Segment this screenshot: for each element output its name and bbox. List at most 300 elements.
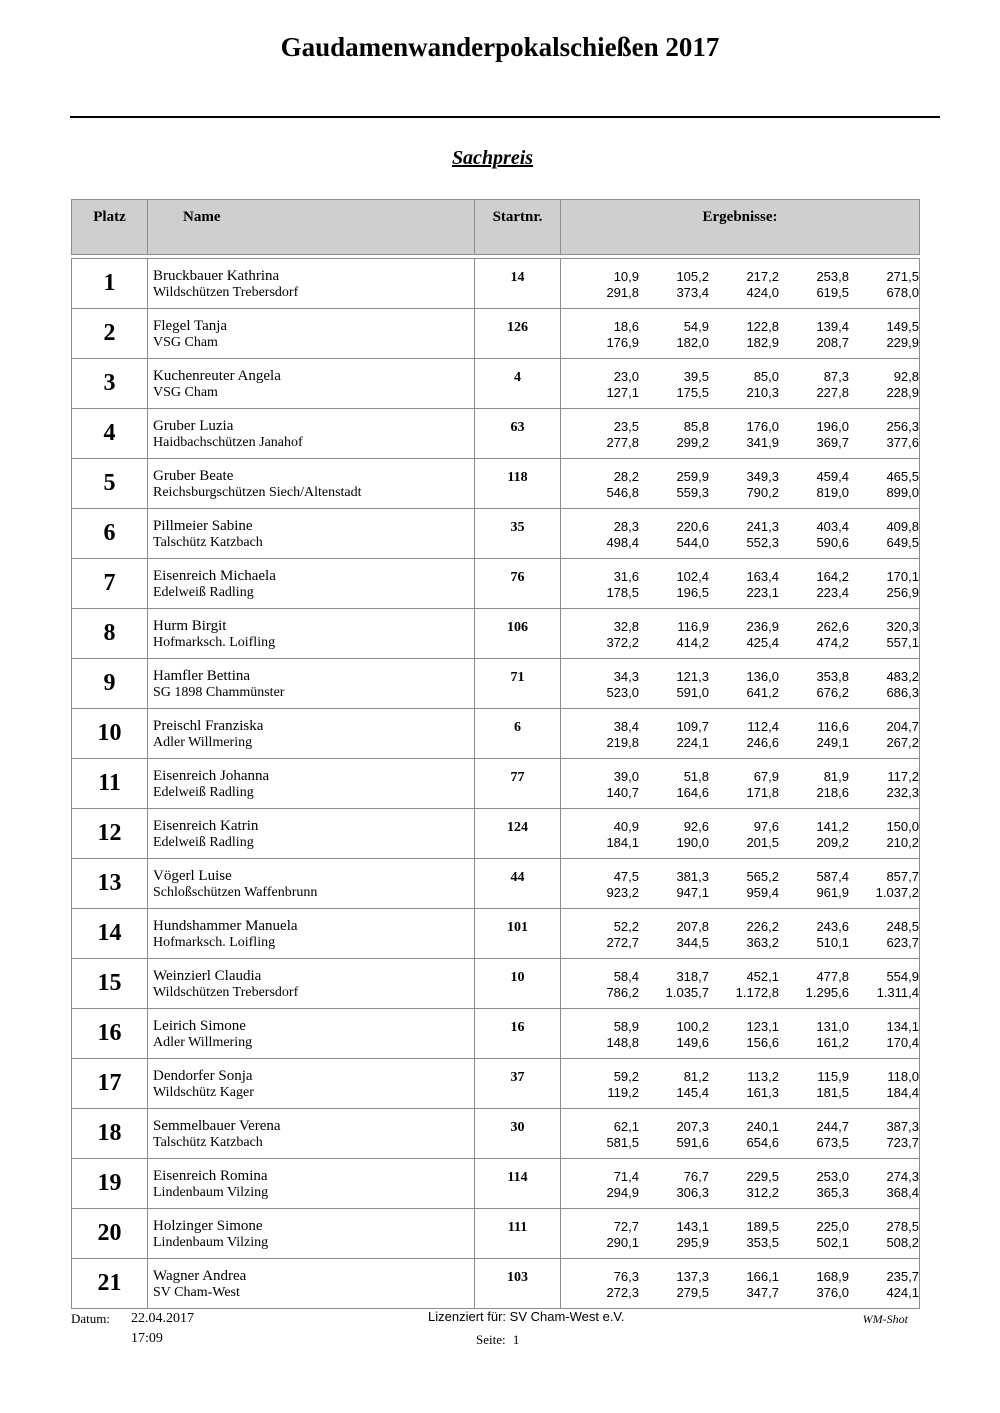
document-title: Gaudamenwanderpokalschießen 2017	[280, 32, 720, 62]
result-value: 619,5	[816, 285, 849, 300]
result-value: 176,0	[746, 419, 779, 434]
result-value: 959,4	[746, 885, 779, 900]
start-number: 106	[507, 620, 528, 635]
results-cell	[561, 609, 920, 659]
result-value: 223,4	[816, 585, 849, 600]
name-cell	[148, 809, 475, 859]
result-value: 81,9	[823, 769, 849, 784]
footer-page-number: 1	[512, 1332, 520, 1347]
table-row	[72, 609, 920, 659]
result-value: 262,6	[816, 619, 849, 634]
result-value: 279,5	[676, 1285, 709, 1300]
result-value: 218,6	[816, 785, 849, 800]
results-line	[561, 1169, 919, 1185]
name-cell	[148, 309, 475, 359]
table-row	[72, 659, 920, 709]
result-value: 175,5	[676, 385, 709, 400]
results-line	[561, 435, 919, 451]
results-line	[561, 1185, 919, 1201]
result-value: 243,6	[816, 919, 849, 934]
name-cell	[148, 1209, 475, 1259]
name-cell	[148, 659, 475, 709]
club-name: Wildschütz Kager	[153, 1085, 254, 1100]
shooter-name: Hamfler Bettina	[153, 668, 251, 684]
result-value: 217,2	[746, 269, 779, 284]
result-value: 899,0	[886, 485, 919, 500]
shooter-name: Eisenreich Romina	[153, 1168, 268, 1184]
results-line	[561, 619, 919, 635]
result-value: 28,3	[613, 519, 639, 534]
table-row	[72, 409, 920, 459]
platz-cell: 2	[72, 309, 148, 359]
result-value: 204,7	[886, 719, 919, 734]
results-line	[561, 1035, 919, 1051]
club-name: Lindenbaum Vilzing	[153, 1185, 269, 1200]
results-line	[561, 685, 919, 701]
result-value: 163,4	[746, 569, 779, 584]
result-value: 164,6	[676, 785, 709, 800]
result-value: 403,4	[816, 519, 849, 534]
start-number: 35	[510, 520, 525, 535]
club-name: Hofmarksch. Loifling	[153, 635, 276, 650]
table-row	[72, 459, 920, 509]
result-value: 373,4	[676, 285, 709, 300]
startnr-cell	[475, 959, 561, 1009]
result-value: 105,2	[676, 269, 709, 284]
result-value: 1.311,4	[876, 985, 919, 1000]
result-value: 92,8	[893, 369, 919, 384]
result-value: 140,7	[606, 785, 639, 800]
result-value: 377,6	[886, 435, 919, 450]
result-value: 85,8	[683, 419, 709, 434]
club-name: Talschütz Katzbach	[153, 535, 263, 550]
result-value: 544,0	[676, 535, 709, 550]
result-value: 72,7	[613, 1219, 639, 1234]
result-value: 318,7	[676, 969, 709, 984]
result-value: 259,9	[676, 469, 709, 484]
shooter-name: Dendorfer Sonja	[153, 1068, 253, 1084]
results-cell	[561, 1009, 920, 1059]
result-value: 510,1	[816, 935, 849, 950]
result-value: 39,0	[613, 769, 639, 784]
results-line	[561, 535, 919, 551]
result-value: 381,3	[676, 869, 709, 884]
results-cell	[561, 709, 920, 759]
shooter-name: Hurm Birgit	[153, 618, 227, 634]
shooter-name: Kuchenreuter Angela	[153, 368, 281, 384]
platz-cell: 4	[72, 409, 148, 459]
result-value: 474,2	[816, 635, 849, 650]
result-value: 498,4	[606, 535, 639, 550]
result-value: 1.035,7	[665, 985, 709, 1000]
platz-cell: 17	[72, 1059, 148, 1109]
result-value: 347,7	[746, 1285, 779, 1300]
results-line	[561, 669, 919, 685]
result-value: 229,5	[746, 1169, 779, 1184]
result-value: 76,7	[683, 1169, 709, 1184]
result-value: 67,9	[753, 769, 779, 784]
results-line	[561, 869, 919, 885]
result-value: 483,2	[886, 669, 919, 684]
result-value: 477,8	[816, 969, 849, 984]
startnr-cell	[475, 609, 561, 659]
result-value: 272,7	[606, 935, 639, 950]
result-value: 641,2	[746, 685, 779, 700]
start-number: 63	[510, 420, 525, 435]
result-value: 686,3	[886, 685, 919, 700]
results-line	[561, 285, 919, 301]
result-value: 210,3	[746, 385, 779, 400]
result-value: 58,9	[613, 1019, 639, 1034]
result-value: 312,2	[746, 1185, 779, 1200]
start-number: 71	[510, 670, 525, 685]
result-value: 414,2	[676, 635, 709, 650]
result-value: 274,3	[886, 1169, 919, 1184]
result-value: 227,8	[816, 385, 849, 400]
result-value: 678,0	[886, 285, 919, 300]
results-cell	[561, 1259, 920, 1309]
shooter-name: Weinzierl Claudia	[153, 968, 262, 984]
result-value: 220,6	[676, 519, 709, 534]
result-value: 587,4	[816, 869, 849, 884]
result-value: 118,0	[887, 1069, 919, 1084]
result-value: 156,6	[746, 1035, 779, 1050]
shooter-name: Gruber Luzia	[153, 418, 234, 434]
result-value: 178,5	[606, 585, 639, 600]
result-value: 207,3	[676, 1119, 709, 1134]
result-value: 267,2	[886, 735, 919, 750]
results-cell	[561, 409, 920, 459]
result-value: 232,3	[886, 785, 919, 800]
result-value: 40,9	[613, 819, 639, 834]
results-line	[561, 835, 919, 851]
footer-date: 22.04.2017	[131, 1311, 194, 1326]
results-line	[561, 1135, 919, 1151]
result-value: 559,3	[676, 485, 709, 500]
name-cell	[148, 1259, 475, 1309]
result-value: 654,6	[746, 1135, 779, 1150]
club-name: Talschütz Katzbach	[153, 1135, 263, 1150]
club-name: Edelweiß Radling	[153, 785, 254, 800]
startnr-cell	[475, 1159, 561, 1209]
result-value: 100,2	[676, 1019, 709, 1034]
results-line	[561, 1119, 919, 1135]
results-line	[561, 1285, 919, 1301]
table-row	[72, 559, 920, 609]
result-value: 649,5	[886, 535, 919, 550]
result-value: 229,9	[886, 335, 919, 350]
result-value: 923,2	[606, 885, 639, 900]
header-name: Name	[148, 200, 475, 255]
club-name: Hofmarksch. Loifling	[153, 935, 276, 950]
name-cell	[148, 709, 475, 759]
result-value: 320,3	[886, 619, 919, 634]
result-value: 508,2	[886, 1235, 919, 1250]
result-value: 459,4	[816, 469, 849, 484]
result-value: 565,2	[746, 869, 779, 884]
result-value: 76,3	[613, 1269, 639, 1284]
result-value: 857,7	[886, 869, 919, 884]
results-cell	[561, 359, 920, 409]
result-value: 1.295,6	[805, 985, 849, 1000]
result-value: 236,9	[746, 619, 779, 634]
result-value: 141,2	[816, 819, 849, 834]
title-divider	[70, 116, 940, 118]
result-value: 145,4	[676, 1085, 709, 1100]
result-value: 59,2	[613, 1069, 639, 1084]
result-value: 947,1	[676, 885, 709, 900]
table-row	[72, 959, 920, 1009]
result-value: 196,5	[676, 585, 709, 600]
result-value: 102,4	[676, 569, 709, 584]
result-value: 52,2	[613, 919, 639, 934]
club-name: VSG Cham	[153, 385, 218, 400]
result-value: 196,0	[816, 419, 849, 434]
table-row	[72, 1209, 920, 1259]
startnr-cell	[475, 1009, 561, 1059]
results-line	[561, 485, 919, 501]
results-line	[561, 569, 919, 585]
result-value: 149,5	[886, 319, 919, 334]
result-value: 209,2	[816, 835, 849, 850]
table-body	[72, 259, 920, 1309]
result-value: 150,0	[886, 819, 919, 834]
result-value: 170,4	[886, 1035, 919, 1050]
header-startnr: Startnr.	[475, 200, 561, 255]
shooter-name: Preischl Franziska	[153, 718, 264, 734]
result-value: 51,8	[683, 769, 709, 784]
result-value: 365,3	[816, 1185, 849, 1200]
club-name: Wildschützen Trebersdorf	[153, 985, 299, 1000]
startnr-cell	[475, 1109, 561, 1159]
result-value: 97,6	[753, 819, 779, 834]
results-line	[561, 1235, 919, 1251]
startnr-cell	[475, 259, 561, 309]
result-value: 170,1	[886, 569, 919, 584]
name-cell	[148, 1059, 475, 1109]
result-value: 291,8	[606, 285, 639, 300]
platz-cell: 9	[72, 659, 148, 709]
startnr-cell	[475, 809, 561, 859]
platz-cell: 6	[72, 509, 148, 559]
result-value: 121,3	[676, 669, 709, 684]
club-name: Schloßschützen Waffenbrunn	[153, 885, 318, 900]
shooter-name: Pillmeier Sabine	[153, 518, 253, 534]
result-value: 112,4	[747, 719, 779, 734]
start-number: 14	[510, 270, 525, 285]
result-value: 116,9	[677, 619, 709, 634]
result-value: 368,4	[886, 1185, 919, 1200]
results-line	[561, 785, 919, 801]
results-line	[561, 885, 919, 901]
name-cell	[148, 359, 475, 409]
start-number: 111	[507, 1220, 528, 1235]
shooter-name: Bruckbauer Kathrina	[153, 268, 280, 284]
table-row	[72, 709, 920, 759]
result-value: 139,4	[816, 319, 849, 334]
result-value: 228,9	[886, 385, 919, 400]
result-value: 136,0	[746, 669, 779, 684]
start-number: 118	[507, 470, 528, 485]
results-line	[561, 969, 919, 985]
club-name: Wildschützen Trebersdorf	[153, 285, 299, 300]
club-name: Edelweiß Radling	[153, 835, 254, 850]
startnr-cell	[475, 759, 561, 809]
result-value: 122,8	[746, 319, 779, 334]
startnr-cell	[475, 459, 561, 509]
shooter-name: Flegel Tanja	[153, 318, 228, 334]
startnr-cell	[475, 559, 561, 609]
start-number: 10	[510, 970, 525, 985]
results-line	[561, 469, 919, 485]
table-row	[72, 859, 920, 909]
result-value: 248,5	[886, 919, 919, 934]
results-line	[561, 335, 919, 351]
name-cell	[148, 259, 475, 309]
results-cell	[561, 1109, 920, 1159]
header-ergebnisse: Ergebnisse:	[561, 200, 920, 255]
result-value: 47,5	[613, 869, 639, 884]
table-row	[72, 259, 920, 309]
results-cell	[561, 1209, 920, 1259]
result-value: 424,0	[746, 285, 779, 300]
name-cell	[148, 1109, 475, 1159]
start-number: 30	[510, 1120, 525, 1135]
result-value: 184,4	[886, 1085, 919, 1100]
footer-date-label: Datum:	[71, 1311, 110, 1326]
results-line	[561, 1069, 919, 1085]
result-value: 54,9	[683, 319, 709, 334]
result-value: 290,1	[606, 1235, 639, 1250]
results-cell	[561, 509, 920, 559]
section-subtitle: Sachpreis	[451, 147, 534, 169]
platz-cell: 10	[72, 709, 148, 759]
result-value: 201,5	[746, 835, 779, 850]
platz-cell: 1	[72, 259, 148, 309]
table-row	[72, 509, 920, 559]
footer-brand: WM-Shot	[862, 1312, 908, 1326]
startnr-cell	[475, 1259, 561, 1309]
startnr-cell	[475, 709, 561, 759]
startnr-cell	[475, 309, 561, 359]
start-number: 124	[507, 820, 528, 835]
result-value: 554,9	[886, 969, 919, 984]
result-value: 523,0	[606, 685, 639, 700]
footer-page	[476, 1332, 519, 1348]
shooter-name: Eisenreich Michaela	[153, 568, 276, 584]
start-number: 16	[510, 1020, 525, 1035]
result-value: 294,9	[606, 1185, 639, 1200]
platz-cell: 18	[72, 1109, 148, 1159]
results-cell	[561, 309, 920, 359]
club-name: Reichsburgschützen Siech/Altenstadt	[153, 485, 362, 500]
result-value: 31,6	[613, 569, 639, 584]
start-number: 6	[514, 720, 521, 735]
result-value: 184,1	[606, 835, 639, 850]
start-number: 101	[507, 920, 528, 935]
club-name: Lindenbaum Vilzing	[153, 1235, 269, 1250]
shooter-name: Gruber Beate	[153, 468, 234, 484]
name-cell	[148, 1009, 475, 1059]
result-value: 171,8	[746, 785, 779, 800]
result-value: 131,0	[816, 1019, 849, 1034]
result-value: 10,9	[613, 269, 639, 284]
results-line	[561, 985, 919, 1001]
result-value: 161,3	[746, 1085, 779, 1100]
result-value: 819,0	[816, 485, 849, 500]
result-value: 546,8	[606, 485, 639, 500]
name-cell	[148, 909, 475, 959]
result-value: 28,2	[613, 469, 639, 484]
result-value: 581,5	[606, 1135, 639, 1150]
result-value: 591,6	[676, 1135, 709, 1150]
result-value: 39,5	[683, 369, 709, 384]
table-row	[72, 909, 920, 959]
results-line	[561, 1219, 919, 1235]
results-cell	[561, 959, 920, 1009]
club-name: Adler Willmering	[153, 1035, 253, 1050]
result-value: 363,2	[746, 935, 779, 950]
result-value: 182,9	[746, 335, 779, 350]
result-value: 676,2	[816, 685, 849, 700]
result-value: 109,7	[676, 719, 709, 734]
result-value: 85,0	[753, 369, 779, 384]
result-value: 590,6	[816, 535, 849, 550]
name-cell	[148, 1159, 475, 1209]
results-line	[561, 419, 919, 435]
shooter-name: Wagner Andrea	[153, 1268, 247, 1284]
result-value: 790,2	[746, 485, 779, 500]
platz-cell: 11	[72, 759, 148, 809]
result-value: 207,8	[676, 919, 709, 934]
startnr-cell	[475, 909, 561, 959]
results-line	[561, 269, 919, 285]
results-line	[561, 735, 919, 751]
result-value: 71,4	[613, 1169, 639, 1184]
result-value: 113,2	[747, 1069, 779, 1084]
result-value: 116,6	[817, 719, 849, 734]
result-value: 223,1	[746, 585, 779, 600]
start-number: 37	[510, 1070, 525, 1085]
result-value: 249,1	[816, 735, 849, 750]
result-value: 452,1	[746, 969, 779, 984]
header-platz: Platz	[72, 200, 148, 255]
result-value: 299,2	[676, 435, 709, 450]
results-cell	[561, 859, 920, 909]
result-value: 424,1	[886, 1285, 919, 1300]
result-value: 117,2	[887, 769, 919, 784]
shooter-name: Eisenreich Katrin	[153, 818, 259, 834]
footer-time: 17:09	[131, 1331, 163, 1346]
results-line	[561, 369, 919, 385]
footer-license: Lizenziert für: SV Cham-West e.V.	[428, 1309, 625, 1324]
name-cell	[148, 959, 475, 1009]
name-cell	[148, 409, 475, 459]
name-cell	[148, 759, 475, 809]
result-value: 1.037,2	[875, 885, 919, 900]
result-value: 253,0	[816, 1169, 849, 1184]
shooter-name: Eisenreich Johanna	[153, 768, 270, 784]
startnr-cell	[475, 1209, 561, 1259]
result-value: 190,0	[676, 835, 709, 850]
result-value: 208,7	[816, 335, 849, 350]
club-name: SV Cham-West	[153, 1285, 240, 1300]
results-cell	[561, 659, 920, 709]
results-cell	[561, 1159, 920, 1209]
result-value: 127,1	[606, 385, 639, 400]
result-value: 557,1	[886, 635, 919, 650]
name-cell	[148, 859, 475, 909]
